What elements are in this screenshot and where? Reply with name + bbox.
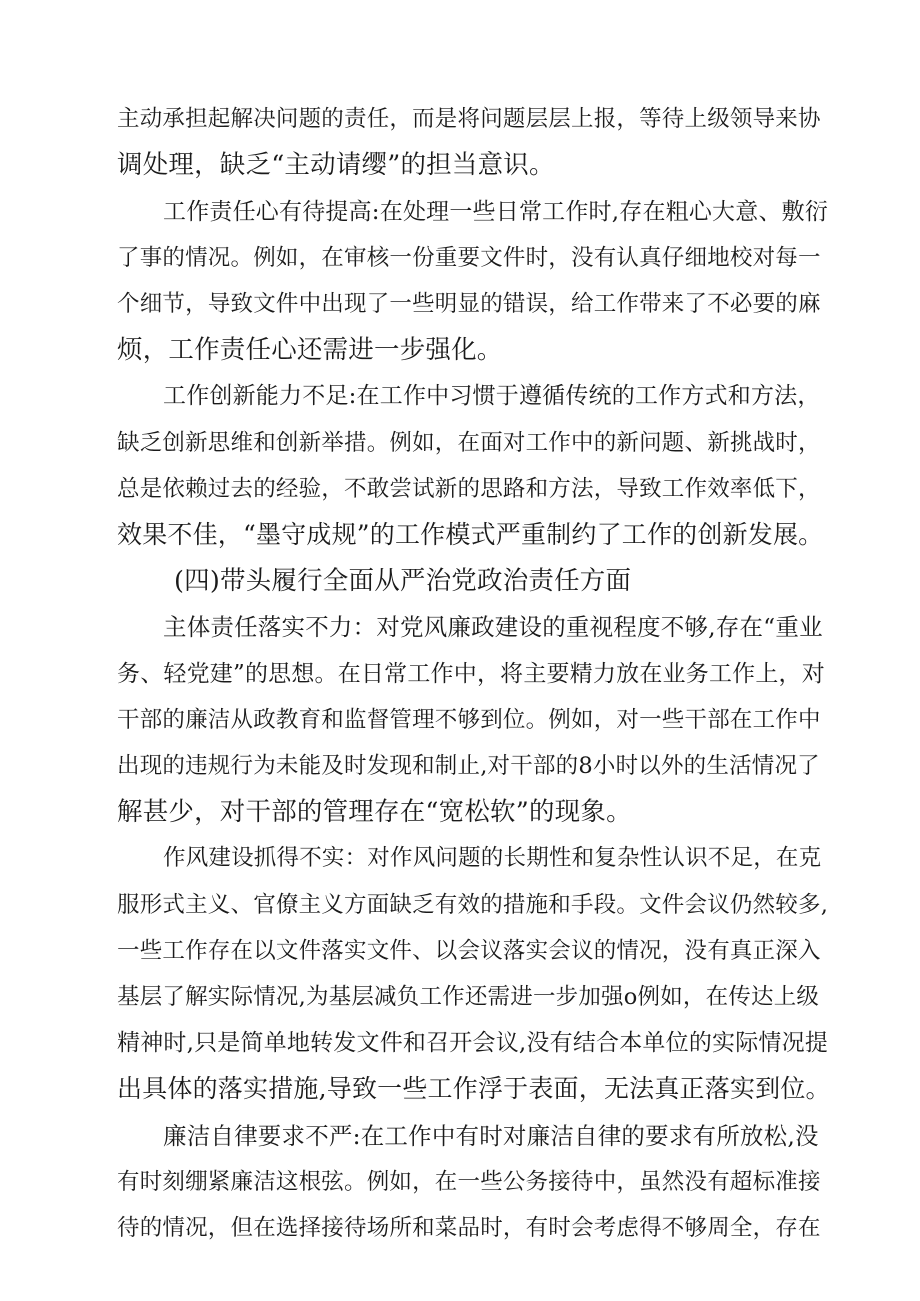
body-text-line: 缺乏创新思维和创新举措。例如，在面对工作中的新问题、新挑战时， (117, 430, 821, 456)
body-text-line: 调处理，缺乏“主动请缨”的担当意识。 (117, 150, 555, 180)
body-text-line: 了事的情况。例如，在审核一份重要文件时，没有认真仔细地校对每一 (117, 245, 821, 271)
body-text-line: 干部的廉洁从政教育和监督管理不够到位。例如，对一些干部在工作中 (117, 707, 821, 733)
body-text-line: 服形式主义、官僚主义方面缺乏有效的措施和手段。文件会议仍然较多, (117, 892, 829, 918)
body-text-line: 烦，工作责任心还需进一步强化。 (117, 335, 503, 365)
body-text-line: 待的情况，但在选择接待场所和菜品时，有时会考虑得不够周全，存在 (117, 1215, 821, 1241)
body-text-line: 出现的违规行为未能及时发现和制止,对干部的8小时以外的生活情况了 (117, 753, 820, 779)
body-text-line: 出具体的落实措施,导致一些工作浮于表面，无法真正落实到位。 (117, 1074, 831, 1103)
body-text-line: 务、轻党建”的思想。在日常工作中，将主要精力放在业务工作上，对 (117, 661, 825, 687)
body-text-line: 总是依赖过去的经验，不敢尝试新的思路和方法，导致工作效率低下， (117, 476, 821, 502)
paragraph-first-line: 工作创新能力不足:在工作中习惯于遵循传统的工作方式和方法， (163, 383, 821, 409)
paragraph-first-line: 廉洁自律要求不严:在工作中有时对廉洁自律的要求有所放松,没 (163, 1122, 819, 1150)
paragraph-first-line: 主体责任落实不力：对党风廉政建设的重视程度不够,存在“重业 (163, 613, 823, 641)
paragraph-first-line: 作风建设抓得不实：对作风问题的长期性和复杂性认识不足，在克 (163, 845, 822, 871)
body-text-line: 基层了解实际情况,为基层减负工作还需进一步加强o例如，在传达上级 (117, 984, 820, 1010)
body-text-line: 有时刻绷紧廉洁这根弦。例如，在一些公务接待中，虽然没有超标准接 (117, 1169, 821, 1195)
body-text-line: 解甚少，对干部的管理存在“宽松软”的现象。 (117, 797, 632, 827)
body-text-line: 个细节，导致文件中出现了一些明显的错误，给工作带来了不必要的麻 (117, 291, 821, 317)
section-heading: (四)带头履行全面从严治党政治责任方面 (174, 566, 632, 596)
body-text-line: 效果不佳，“墨守成规”的工作模式严重制约了工作的创新发展。 (117, 520, 824, 549)
paragraph-first-line: 工作责任心有待提高:在处理一些日常工作时,存在粗心大意、敷衍 (163, 199, 829, 225)
body-text-line: 主动承担起解决问题的责任，而是将问题层层上报，等待上级领导来协 (117, 106, 821, 132)
body-text-line: 一些工作存在以文件落实文件、以会议落实会议的情况，没有真正深入 (117, 938, 821, 964)
body-text-line: 精神时,只是简单地转发文件和召开会议,没有结合本单位的实际情况提 (117, 1030, 829, 1056)
